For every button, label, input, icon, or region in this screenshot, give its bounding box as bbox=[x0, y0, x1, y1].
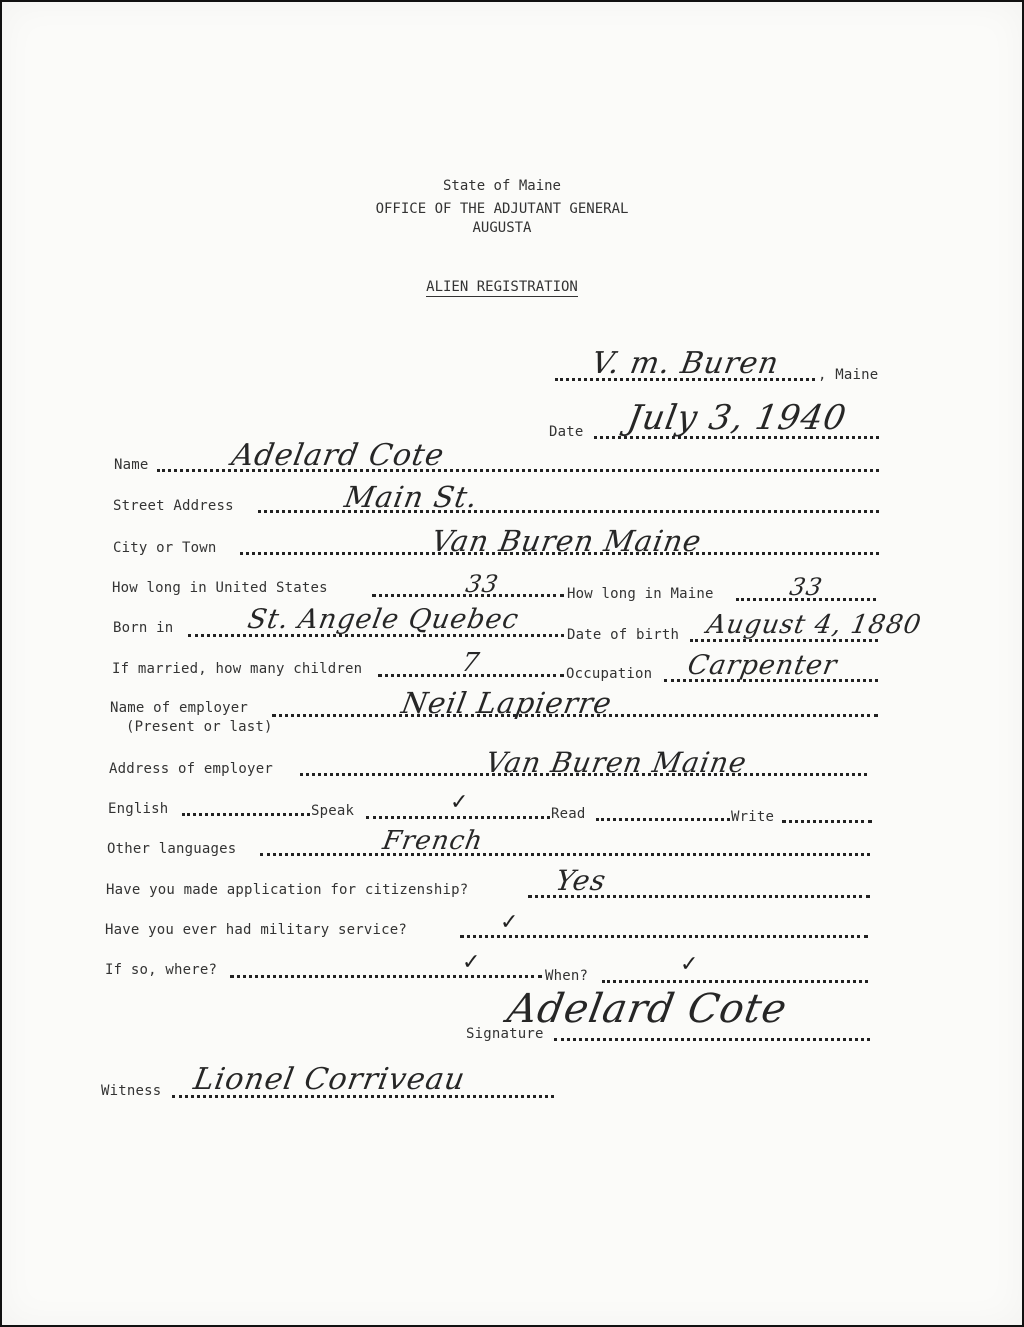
other-languages-dots bbox=[260, 853, 870, 856]
born-label: Born in bbox=[113, 620, 174, 636]
dob-label: Date of birth bbox=[567, 627, 680, 643]
born-value: St. Angele Quebec bbox=[245, 604, 522, 635]
when-check: ✓ bbox=[680, 952, 699, 977]
military-label: Have you ever had military service? bbox=[105, 922, 408, 938]
military-check: ✓ bbox=[500, 910, 519, 935]
us-years-label: How long in United States bbox=[112, 580, 328, 596]
occupation-label: Occupation bbox=[566, 666, 653, 682]
english-label: English bbox=[108, 801, 169, 817]
signature-value: Adelard Cote bbox=[503, 986, 791, 1032]
when-label: When? bbox=[545, 968, 589, 984]
name-label: Name bbox=[114, 457, 149, 473]
date-label: Date bbox=[549, 424, 584, 440]
witness-label: Witness bbox=[101, 1083, 162, 1099]
where-label: If so, where? bbox=[105, 962, 218, 978]
state-heading: State of Maine bbox=[442, 178, 561, 194]
speak-label: Speak bbox=[311, 803, 355, 819]
form-title-text: ALIEN REGISTRATION bbox=[426, 279, 578, 295]
maine-years-value: 33 bbox=[787, 573, 826, 601]
where-dots bbox=[230, 975, 542, 978]
city-heading: AUGUSTA bbox=[472, 220, 532, 236]
us-years-value: 33 bbox=[463, 570, 502, 598]
signature-label: Signature bbox=[466, 1026, 544, 1042]
where-check: ✓ bbox=[462, 950, 481, 975]
other-languages-value: French bbox=[380, 826, 486, 856]
citizenship-value: Yes bbox=[553, 864, 609, 897]
street-value: Main St. bbox=[342, 480, 481, 514]
signature-dots bbox=[554, 1038, 870, 1041]
other-languages-label: Other languages bbox=[107, 841, 237, 857]
occupation-value: Carpenter bbox=[685, 650, 840, 681]
employer-value: Neil Lapierre bbox=[399, 686, 615, 720]
when-dots bbox=[602, 980, 868, 983]
employer-label: Name of employer bbox=[110, 700, 249, 716]
children-label: If married, how many children bbox=[112, 661, 363, 677]
dob-value: August 4, 1880 bbox=[704, 610, 924, 640]
witness-value: Lionel Corriveau bbox=[190, 1062, 469, 1097]
speak-dots bbox=[366, 816, 550, 819]
office-heading: OFFICE OF THE ADJUTANT GENERAL bbox=[375, 201, 629, 217]
write-dots bbox=[782, 820, 872, 823]
city-value: Van Buren Maine bbox=[429, 524, 705, 558]
employer-address-label: Address of employer bbox=[109, 761, 273, 777]
maine-years-label: How long in Maine bbox=[567, 586, 714, 602]
city-label: City or Town bbox=[113, 540, 217, 556]
write-label: Write bbox=[731, 809, 775, 825]
read-label: Read bbox=[551, 806, 586, 822]
town-value: V. m. Buren bbox=[588, 346, 782, 381]
read-dots bbox=[596, 818, 730, 821]
name-value: Adelard Cote bbox=[228, 438, 448, 473]
military-dots bbox=[460, 935, 868, 938]
citizenship-label: Have you made application for citizenship? bbox=[106, 882, 469, 898]
maine-suffix: , Maine bbox=[818, 367, 879, 383]
employer-sublabel: (Present or last) bbox=[126, 719, 273, 735]
children-value: 7 bbox=[459, 648, 483, 678]
date-value: July 3, 1940 bbox=[624, 398, 850, 438]
employer-address-value: Van Buren Maine bbox=[483, 746, 750, 779]
form-title bbox=[0, 279, 1004, 295]
english-dots bbox=[182, 813, 310, 816]
speak-check: ✓ bbox=[450, 790, 469, 815]
street-label: Street Address bbox=[113, 498, 234, 514]
